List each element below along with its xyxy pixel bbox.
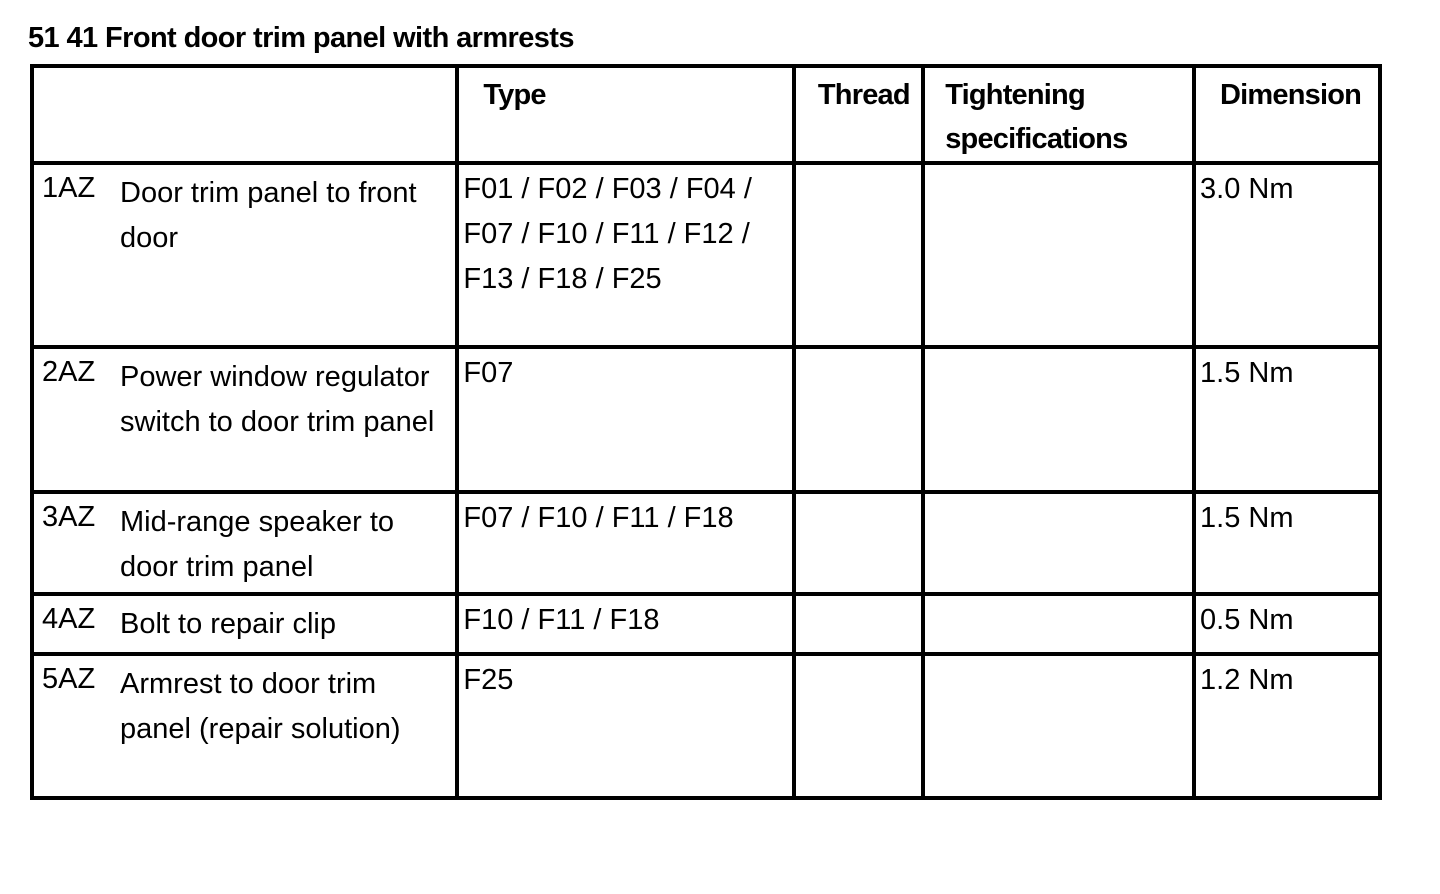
item-code: 2AZ [42, 356, 96, 388]
type-cell: F07 / F10 / F11 / F18 [457, 492, 793, 594]
type-cell: F25 [457, 654, 793, 798]
description-cell [32, 594, 457, 654]
item-code: 3AZ [42, 501, 96, 533]
thread-cell [794, 347, 923, 492]
item-description: Bolt to repair clip [120, 608, 336, 640]
dimension-cell: 1.5 Nm [1194, 347, 1380, 492]
thread-cell [794, 594, 923, 654]
item-code: 5AZ [42, 663, 96, 695]
header-type: Type [457, 66, 793, 163]
description-cell [32, 347, 457, 492]
tightening-spec-table [30, 64, 1382, 800]
tightening-cell [923, 492, 1194, 594]
page-title: 51 41 Front door trim panel with armrests [28, 22, 574, 54]
item-code: 4AZ [42, 603, 96, 635]
dimension-cell: 1.5 Nm [1194, 492, 1380, 594]
item-code: 1AZ [42, 172, 96, 204]
thread-cell [794, 654, 923, 798]
table-header-row [32, 66, 1380, 163]
dimension-cell: 1.2 Nm [1194, 654, 1380, 798]
tightening-cell [923, 654, 1194, 798]
thread-cell [794, 163, 923, 347]
item-description: Power window regulator switch to door trim panel [120, 361, 435, 438]
header-thread: Thread [794, 66, 923, 163]
item-description: Mid-range speaker to door trim panel [120, 506, 395, 583]
tightening-cell [923, 347, 1194, 492]
dimension-cell: 0.5 Nm [1194, 594, 1380, 654]
tightening-cell [923, 594, 1194, 654]
description-cell [32, 163, 457, 347]
table-row [32, 492, 1380, 594]
header-dimension: Dimension [1194, 66, 1380, 163]
type-cell: F10 / F11 / F18 [457, 594, 793, 654]
item-description: Door trim panel to front door [120, 177, 417, 254]
tightening-cell [923, 163, 1194, 347]
description-cell [32, 492, 457, 594]
type-cell: F01 / F02 / F03 / F04 / F07 / F10 / F11 / F12 / F13 / F18 / F25 [457, 163, 793, 347]
header-description [32, 66, 457, 163]
table-row [32, 654, 1380, 798]
dimension-cell: 3.0 Nm [1194, 163, 1380, 347]
description-cell [32, 654, 457, 798]
table-row [32, 347, 1380, 492]
table-row [32, 594, 1380, 654]
header-tightening-specifications: Tightening specifications [923, 66, 1194, 163]
thread-cell [794, 492, 923, 594]
type-cell: F07 [457, 347, 793, 492]
item-description: Armrest to door trim panel (repair solution) [120, 668, 401, 745]
table-row [32, 163, 1380, 347]
